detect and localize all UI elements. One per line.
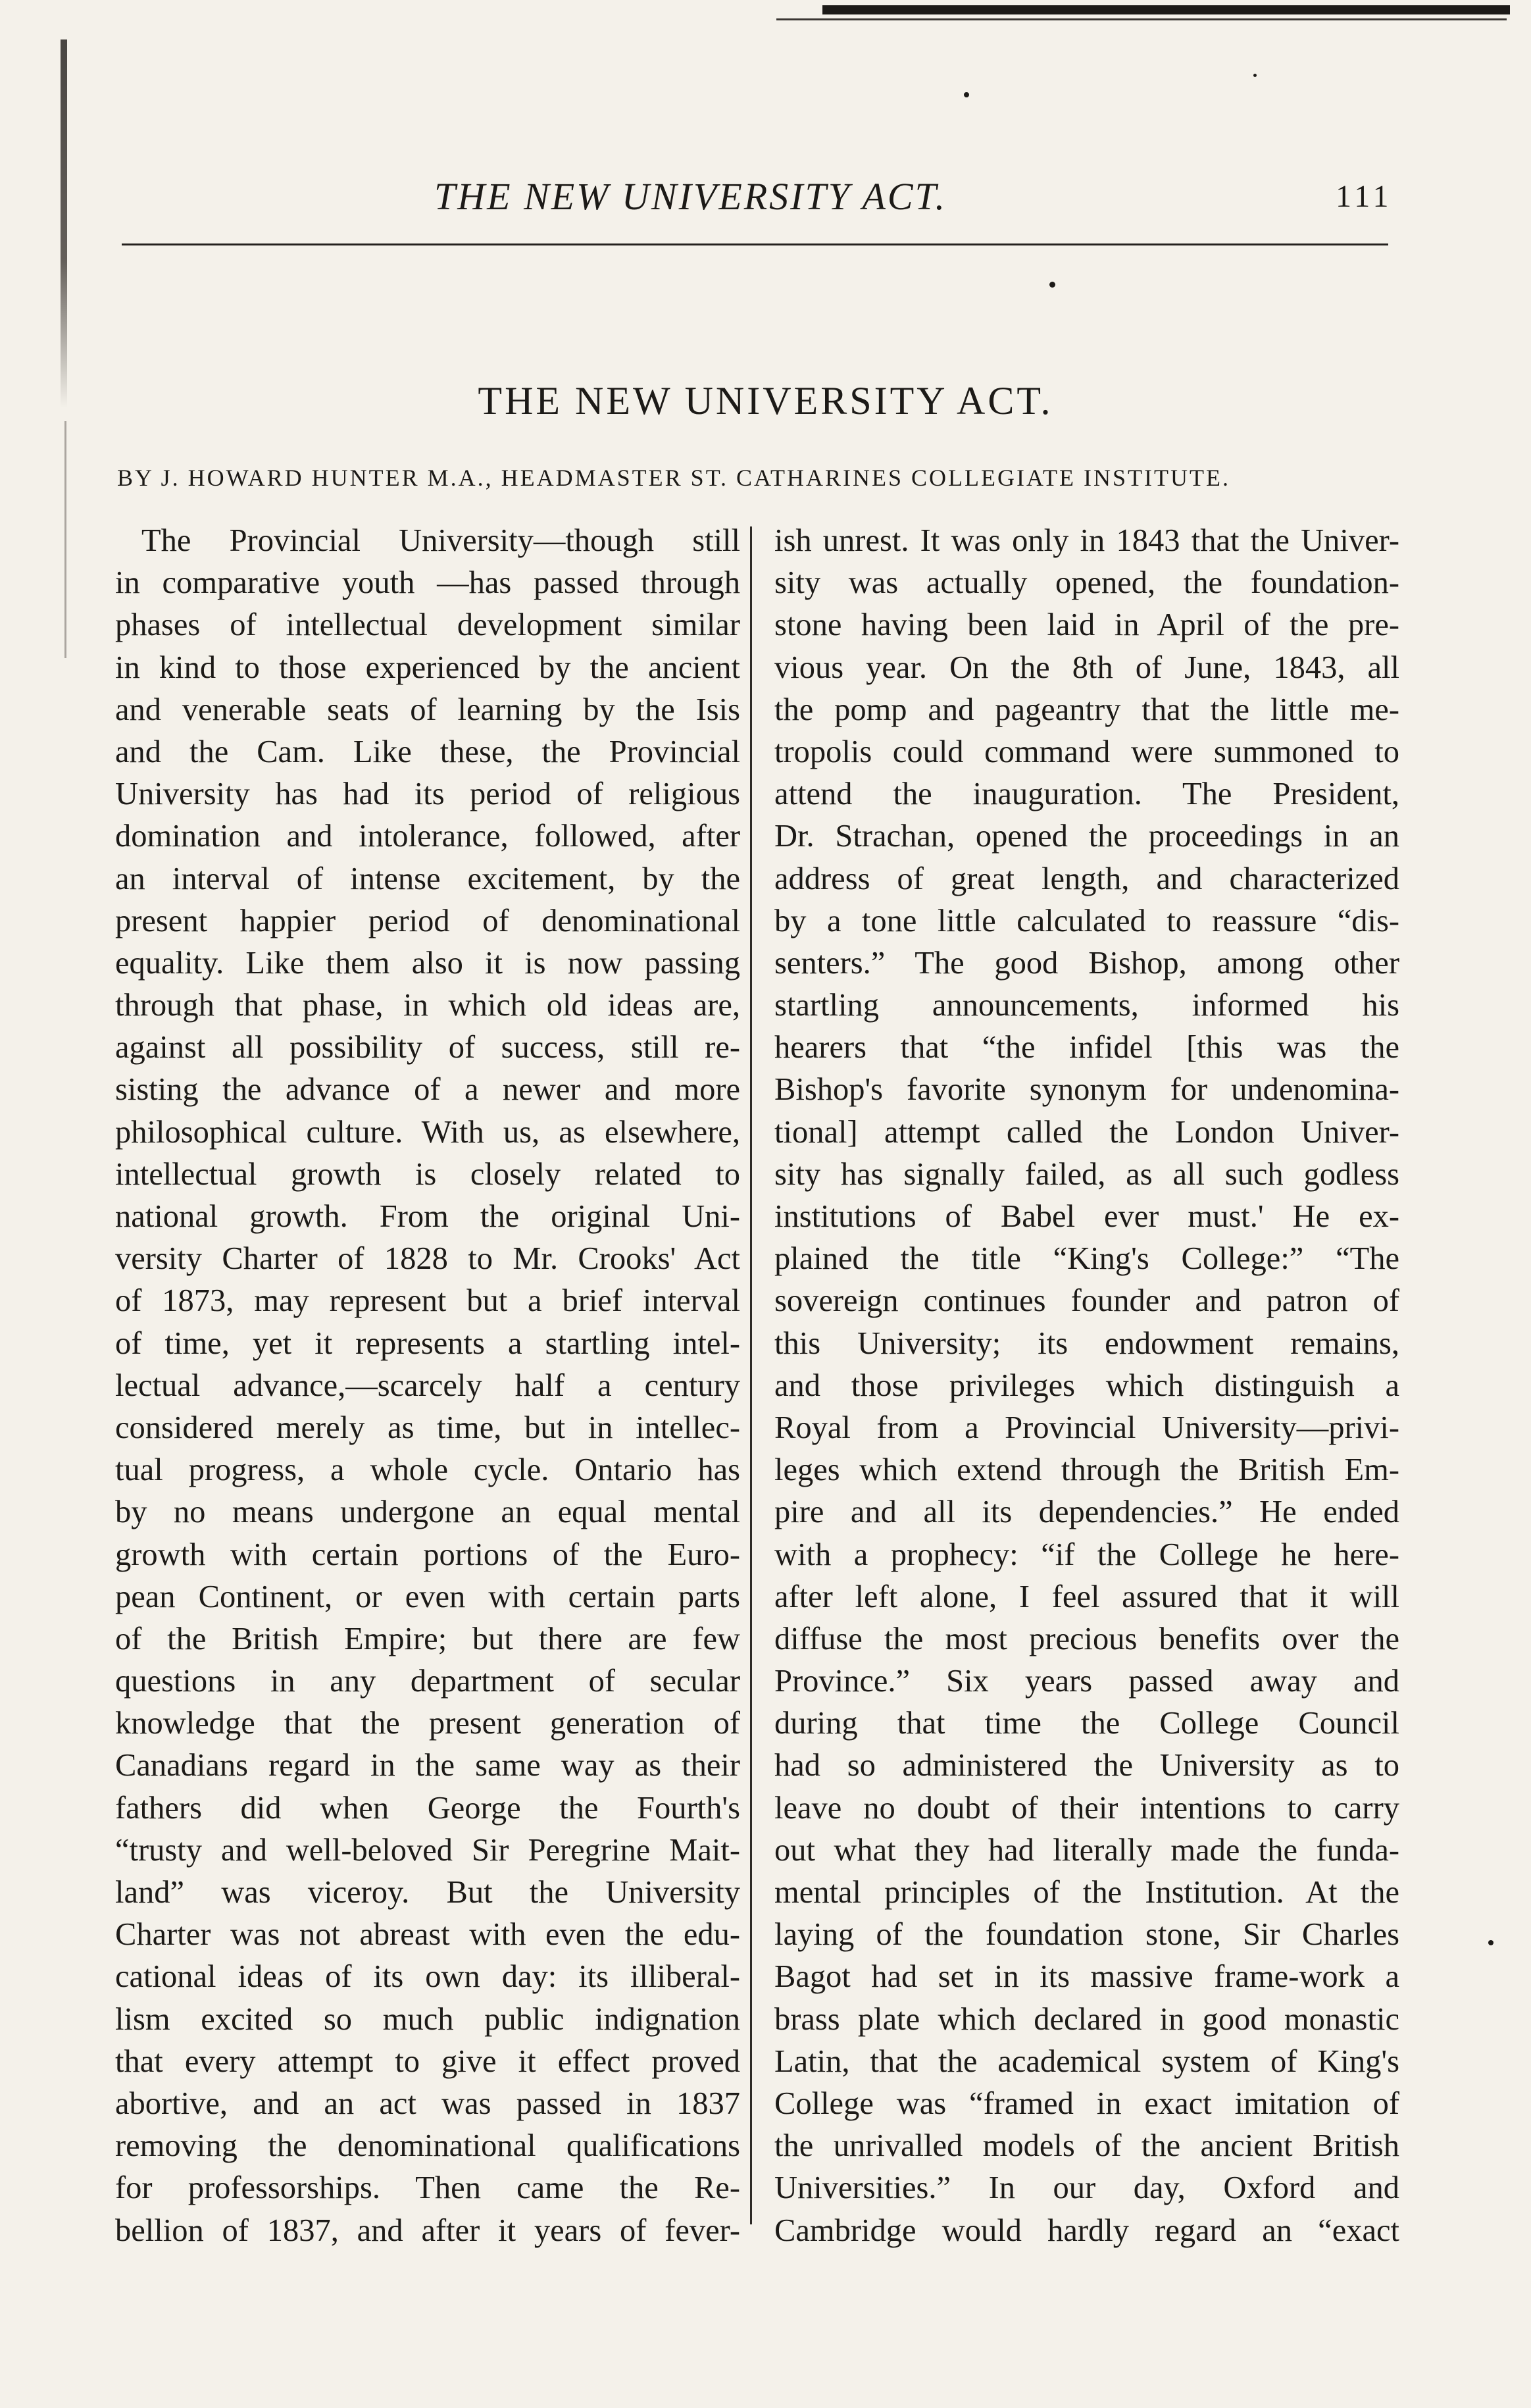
text-line: Charter was not abreast with even the edu- [115,1917,740,1953]
page-number: 111 [1336,179,1393,214]
text-line: versity Charter of 1828 to Mr. Crooks' Act [115,1241,740,1277]
text-line: diffuse the most precious benefits over the [774,1621,1399,1656]
text-line: Bagot had set in its massive frame-work a [774,1959,1399,1995]
text-line: phases of intellectual development similar [115,607,740,643]
text-line: with a prophecy: “if the College he here- [774,1537,1399,1572]
text-line: equality. Like them also it is now passing [115,945,740,981]
binding-shadow-faint [64,421,66,658]
text-line: in comparative youth —has passed through [115,565,740,601]
text-line: Cambridge would hardly regard an “exact [774,2213,1399,2248]
article-title: THE NEW UNIVERSITY ACT. [478,379,1053,423]
text-line: land” was viceroy. But the University [115,1875,740,1910]
right-text-column [774,520,1399,2252]
column-divider [750,526,752,2224]
text-line: of time, yet it represents a startling intel- [115,1325,740,1361]
running-head-rule [122,243,1388,245]
text-line: present happier period of denominational [115,903,740,938]
text-line: the unrivalled models of the ancient British [774,2128,1399,2164]
text-line: lectual advance,—scarcely half a century [115,1368,740,1403]
text-line: stone having been laid in April of the pre- [774,607,1399,643]
text-line: attend the inauguration. The President, [774,777,1399,812]
text-line: leges which extend through the British Em- [774,1452,1399,1488]
text-line: intellectual growth is closely related to [115,1156,740,1192]
text-line: pire and all its dependencies.” He ended [774,1495,1399,1530]
speck-mark [964,92,969,97]
text-line: an interval of intense excitement, by the [115,861,740,896]
left-text-column [115,520,740,2252]
text-line: “trusty and well-beloved Sir Peregrine Mait- [115,1832,740,1868]
text-line: growth with certain portions of the Euro- [115,1537,740,1572]
text-line: the pomp and pageantry that the little me- [774,692,1399,727]
text-line: sity was actually opened, the foundation- [774,565,1399,601]
text-line: mental principles of the Institution. At the [774,1875,1399,1910]
text-line: cational ideas of its own day: its illiberal- [115,1959,740,1995]
text-line: by no means undergone an equal mental [115,1495,740,1530]
speck-mark [1253,74,1257,77]
text-line: vious year. On the 8th of June, 1843, all [774,650,1399,685]
text-line: hearers that “the infidel [this was the [774,1030,1399,1065]
speck-mark [1049,282,1055,288]
text-line: The Provincial University—though still [141,523,740,558]
page-top-thin-rule [776,18,1507,20]
text-line: Dr. Strachan, opened the proceedings in an [774,819,1399,854]
text-line: University has had its period of religious [115,777,740,812]
text-line: address of great length, and characterized [774,861,1399,896]
text-line: leave no doubt of their intentions to carry [774,1790,1399,1826]
article-byline: BY J. HOWARD HUNTER M.A., HEADMASTER ST. CATHARINES COLLEGIATE INSTITUTE. [117,465,1230,491]
text-line: domination and intolerance, followed, after [115,819,740,854]
text-line: ish unrest. It was only in 1843 that the Univer- [774,523,1399,558]
text-line: and those privileges which distinguish a [774,1368,1399,1403]
text-line: and venerable seats of learning by the Isis [115,692,740,727]
text-line: tual progress, a whole cycle. Ontario has [115,1452,740,1488]
text-line: through that phase, in which old ideas are, [115,988,740,1023]
text-line: lism excited so much public indignation [115,2001,740,2037]
text-line: against all possibility of success, still re- [115,1030,740,1065]
text-line: startling announcements, informed his [774,988,1399,1023]
text-line: pean Continent, or even with certain parts [115,1579,740,1614]
text-line: out what they had literally made the funda- [774,1832,1399,1868]
page-top-rule [822,5,1510,14]
text-line: national growth. From the original Uni- [115,1199,740,1234]
text-line: had so administered the University as to [774,1748,1399,1783]
text-line: that every attempt to give it effect proved [115,2043,740,2079]
text-line: by a tone little calculated to reassure “dis- [774,903,1399,938]
text-line: of 1873, may represent but a brief interval [115,1283,740,1319]
text-line: removing the denominational qualifications [115,2128,740,2164]
text-line: institutions of Babel ever must.' He ex- [774,1199,1399,1234]
text-line: philosophical culture. With us, as elsewhere, [115,1114,740,1150]
text-line: for professorships. Then came the Re- [115,2170,740,2206]
text-line: this University; its endowment remains, [774,1325,1399,1361]
text-line: knowledge that the present generation of [115,1706,740,1741]
text-line: laying of the foundation stone, Sir Charles [774,1917,1399,1953]
text-line: questions in any department of secular [115,1664,740,1699]
text-line: Royal from a Provincial University—privi- [774,1410,1399,1445]
running-head-title: THE NEW UNIVERSITY ACT. [434,175,947,218]
running-head [0,174,1531,227]
text-line: Universities.” In our day, Oxford and [774,2170,1399,2206]
text-line: Latin, that the academical system of King's [774,2043,1399,2079]
text-line: tional] attempt called the London Univer- [774,1114,1399,1150]
text-line: sisting the advance of a newer and more [115,1072,740,1108]
text-line: Bishop's favorite synonym for undenomina- [774,1072,1399,1108]
text-line: and the Cam. Like these, the Provincial [115,734,740,769]
text-line: tropolis could command were summoned to [774,734,1399,769]
text-line: of the British Empire; but there are few [115,1621,740,1656]
text-line: sovereign continues founder and patron of [774,1283,1399,1319]
text-line: bellion of 1837, and after it years of fever- [115,2213,740,2248]
text-line: after left alone, I feel assured that it will [774,1579,1399,1614]
speck-mark [1488,1940,1493,1945]
text-line: Province.” Six years passed away and [774,1664,1399,1699]
text-line: plained the title “King's College:” “The [774,1241,1399,1277]
text-line: senters.” The good Bishop, among other [774,945,1399,981]
text-line: Canadians regard in the same way as their [115,1748,740,1783]
text-line: abortive, and an act was passed in 1837 [115,2086,740,2121]
text-line: during that time the College Council [774,1706,1399,1741]
text-line: brass plate which declared in good monastic [774,2001,1399,2037]
text-line: sity has signally failed, as all such godless [774,1156,1399,1192]
text-line: College was “framed in exact imitation of [774,2086,1399,2121]
text-line: considered merely as time, but in intellec- [115,1410,740,1445]
text-line: fathers did when George the Fourth's [115,1790,740,1826]
text-line: in kind to those experienced by the ancient [115,650,740,685]
